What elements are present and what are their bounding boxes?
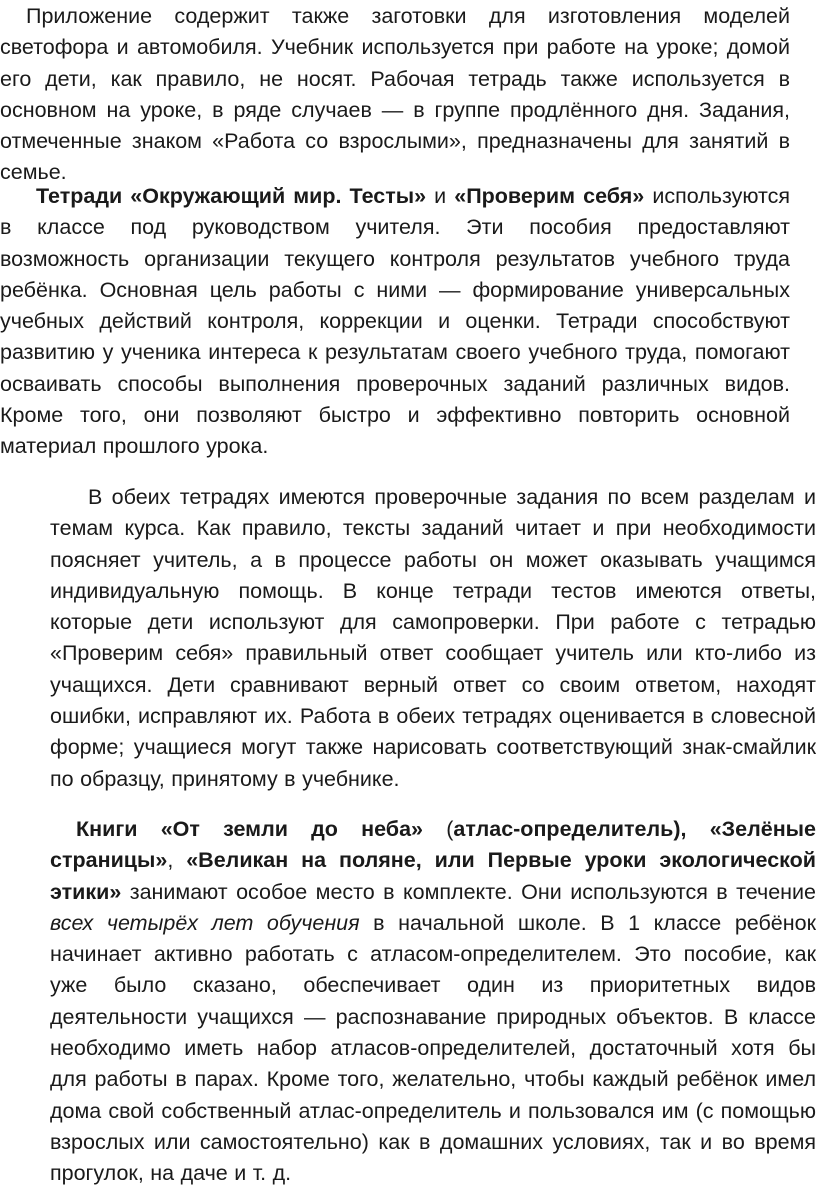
paragraph-test-notebooks (0, 181, 790, 463)
connector-paren: ( (423, 817, 454, 841)
bold-title-earth-sky: Книги «От земли до неба» (76, 817, 423, 841)
paragraph-app-materials-text: Приложение содержит также заготовки для изготовления моделей светофора и автомобиля. Учебник используется при работе на уроке; домой его дети, как правило, не носят. Рабочая тетрадь также используется в основном на уроке, в ряде случаев — в группе продлённого дня. Задания, отмеченные знаком «Работа со взрослыми», предназначены для занятий в семье. (0, 4, 790, 185)
italic-four-years: всех четырёх лет обучения (50, 910, 360, 935)
paragraph-books (50, 814, 816, 1190)
paragraph-test-notebooks-text: используются в классе под руководством учителя. Эти пособия предоставляют возможность организации текущего контроля результатов учебного труда ребёнка. Основная цель работы с ними — формирование универсальных учебных действий контроля, коррекции и оценки. Тетради способствуют развитию у ученика интереса к результатам своего учебного труда, помогают осваивать способы выполнения проверочных заданий различных видов. Кроме того, они позволяют быстро и эффективно повторить основной материал прошлого урока. (0, 184, 790, 459)
bold-title-tests: Тетради «Окружающий мир. Тесты» (36, 184, 427, 208)
bold-title-giant: «Великан на поляне, или Первые уроки экологической этики» (50, 848, 816, 904)
paragraph-books-text-2: в начальной школе. В 1 классе ребёнок начинает активно работать с атласом-определителем. Это пособие, как уже было сказано, обеспечивает один из приоритетных видов деятельности учащихся — распознавание природных объектов. В классе необходимо иметь набор атласов-определителей, достаточный хотя бы для работы в парах. Кроме того, желательно, чтобы каждый ребёнок имел дома свой собственный атлас-определитель и пользовался им (с помощью взрослых или самостоятельно) как в домашних условиях, так и во время прогулок, на даче и т. д. (50, 910, 816, 1186)
bold-title-check-yourself: «Проверим себя» (454, 184, 645, 208)
connector-comma: , (167, 848, 187, 873)
paragraph-app-materials (0, 1, 790, 189)
paragraph-both-notebooks (50, 482, 816, 795)
paragraph-books-text-1: занимают особое место в комплекте. Они используются в течение (121, 879, 816, 904)
bold-title-atlas-green-pages: атлас-определитель), «Зелёные страницы» (50, 817, 816, 873)
connector-text: и (426, 184, 455, 208)
paragraph-both-notebooks-text: В обеих тетрадях имеются проверочные задания по всем разделам и темам курса. Как правило, тексты заданий читает и при необходимости поясняет учитель, а в процессе работы он может оказывать учащимся индивидуальную помощь. В конце тетради тестов имеются ответы, которые дети используют для самопроверки. При работе с тетрадью «Проверим себя» правильный ответ сообщает учитель или кто-либо из учащихся. Дети сравнивают верный ответ со своим ответом, находят ошибки, исправляют их. Работа в обеих тетрадях оценивается в словесной форме; учащиеся могут также нарисовать соответствующий знак-смайлик по образцу, принятому в учебнике. (50, 485, 816, 791)
